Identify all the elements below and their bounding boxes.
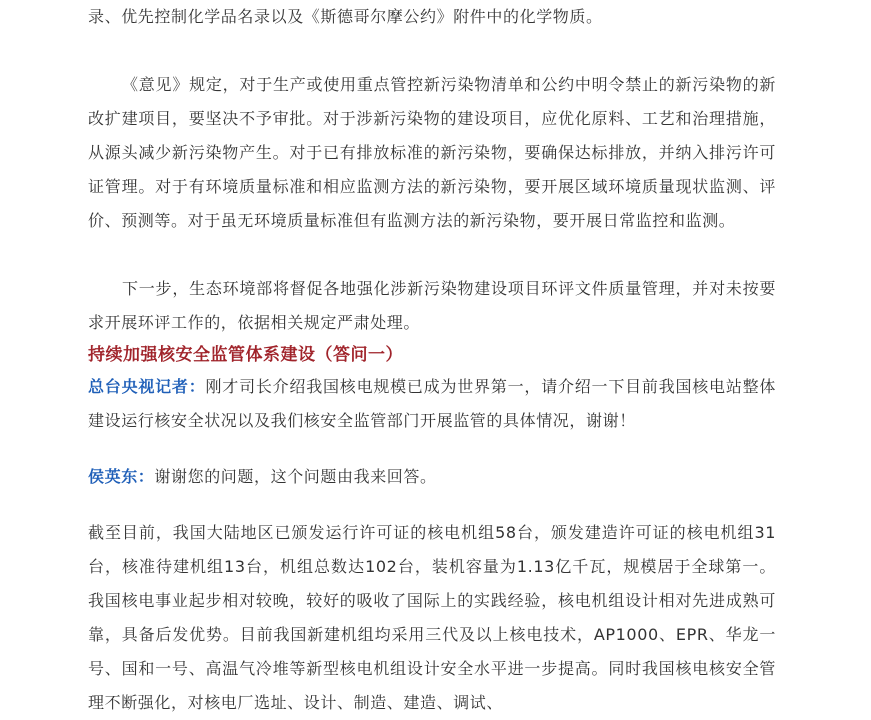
question-text: 刚才司长介绍我国核电规模已成为世界第一，请介绍一下目前我国核电站整体建设运行核安全状况以及我们核安全监管部门开展监管的具体情况，谢谢！: [88, 377, 776, 430]
answer-text: 谢谢您的问题，这个问题由我来回答。: [154, 467, 437, 486]
paragraph-spacer: [88, 238, 776, 272]
answer-speaker: 侯英东：: [88, 467, 155, 486]
question-speaker: 总台央视记者：: [88, 377, 206, 396]
paragraph-answer-body: 截至目前，我国大陆地区已颁发运行许可证的核电机组58台，颁发建造许可证的核电机组31台，核准待建机组13台，机组总数达102台，装机容量为1.13亿千瓦，规模居于全球第一。我国核电事业起步相对较晚，较好的吸收了国际上的实践经验，核电机组设计相对先进成熟可靠，具备后发优势。目前我国新建机组均采用三代及以上核电技术，AP1000、EPR、华龙一号、国和一号、高温气冷堆等新型核电机组设计安全水平进一步提高。同时我国核电核安全管理不断强化，对核电厂选址、设计、制造、建造、调试、: [88, 523, 776, 712]
paragraph-intro-tail: 录、优先控制化学品名录以及《斯德哥尔摩公约》附件中的化学物质。: [88, 7, 603, 26]
article-body: [88, 0, 776, 720]
paragraph-spacer: [88, 34, 776, 68]
paragraph-spacer: [88, 438, 776, 460]
answer-paragraph: [88, 460, 776, 494]
paragraph-next-step: 下一步，生态环境部将督促各地强化涉新污染物建设项目环评文件质量管理，并对未按要求开展环评工作的，依据相关规定严肃处理。: [88, 279, 776, 332]
paragraph-opinion: 《意见》规定，对于生产或使用重点管控新污染物清单和公约中明令禁止的新污染物的新改扩建项目，要坚决不予审批。对于涉新污染物的建设项目，应优化原料、工艺和治理措施，从源头减少新污染物产生。对于已有排放标准的新污染物，要确保达标排放，并纳入排污许可证管理。对于有环境质量标准和相应监测方法的新污染物，要开展区域环境质量现状监测、评价、预测等。对于虽无环境质量标准但有监测方法的新污染物，要开展日常监控和监测。: [88, 75, 776, 230]
paragraph-spacer: [88, 494, 776, 516]
question-paragraph: [88, 370, 776, 438]
section-heading: 持续加强核安全监管体系建设（答问一）: [88, 345, 403, 365]
